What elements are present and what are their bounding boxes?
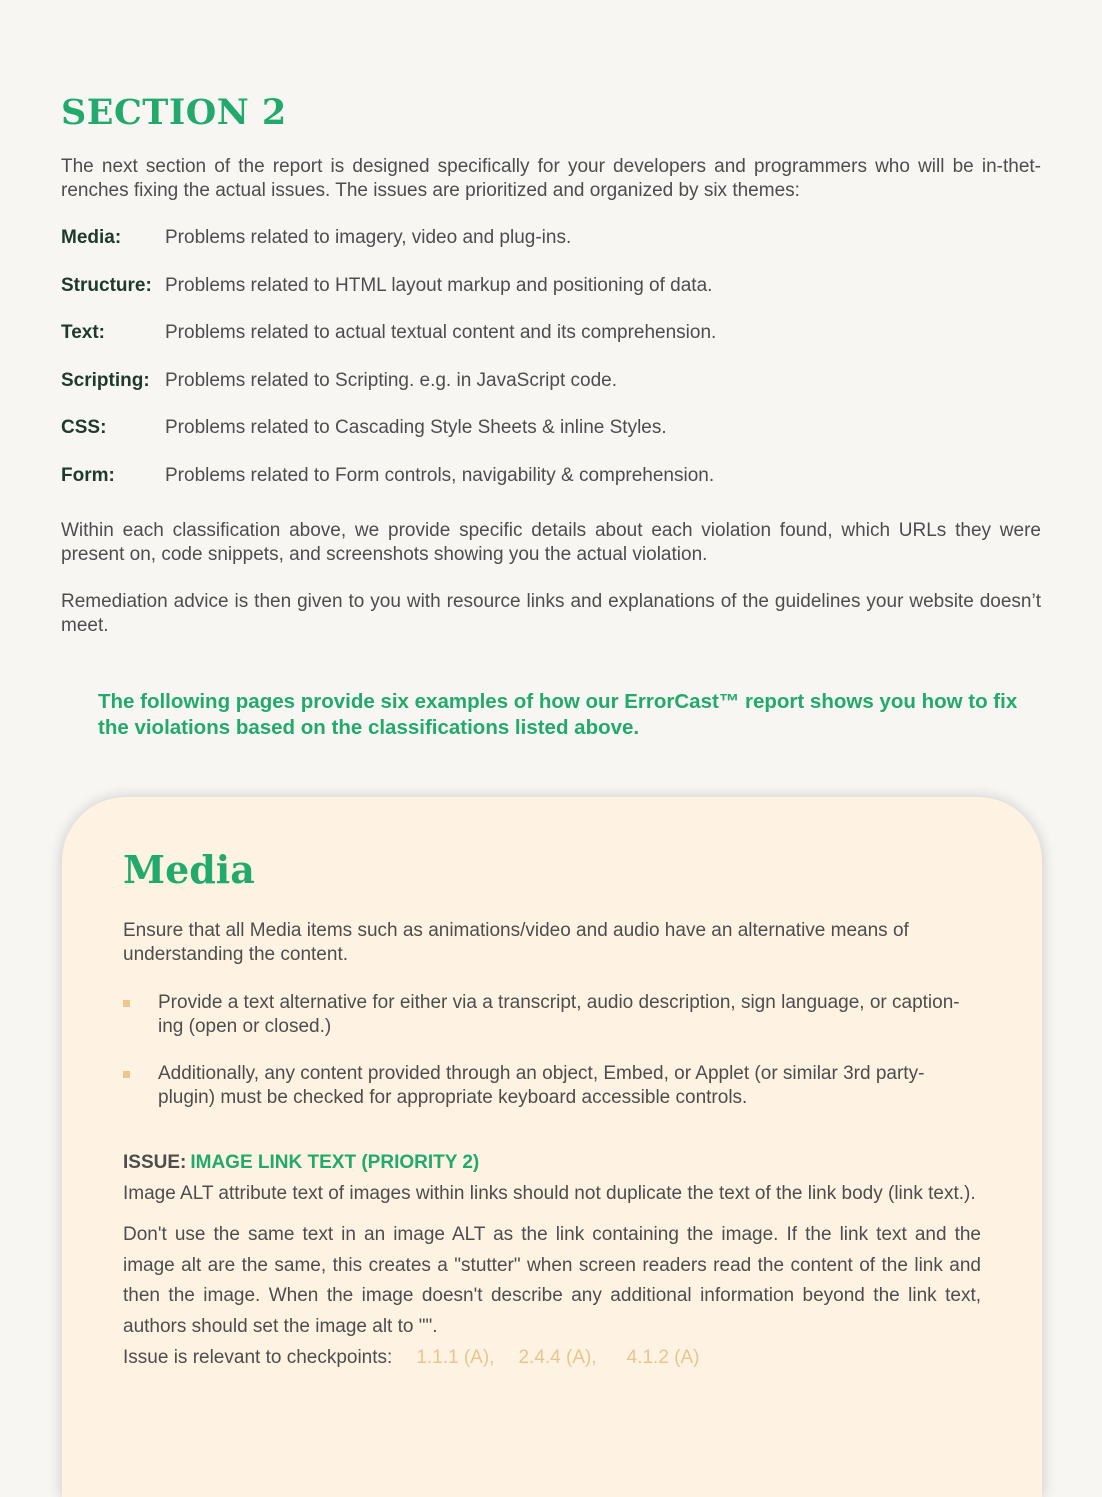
theme-label: CSS: — [61, 417, 107, 438]
issue-prefix: ISSUE: — [123, 1152, 187, 1173]
theme-row-scripting — [61, 369, 1041, 417]
issue-name: IMAGE LINK TEXT (PRIORITY 2) — [190, 1152, 480, 1173]
theme-description: Problems related to Form controls, navigability & comprehension. — [165, 464, 715, 486]
checkpoint-link-1-1-1[interactable]: 1.1.1 (A), — [416, 1347, 495, 1368]
media-card — [62, 797, 1042, 1497]
theme-row-structure — [61, 274, 1041, 322]
theme-description: Problems related to Scripting. e.g. in JavaScript code. — [165, 369, 618, 391]
list-item — [123, 991, 981, 1039]
theme-label: Text: — [61, 322, 105, 343]
media-card-title: Media — [123, 847, 255, 892]
issue-heading — [123, 1151, 479, 1175]
issue-summary: Image ALT attribute text of images within links should not duplicate the text of the link body (link text.). — [123, 1183, 976, 1204]
list-item — [123, 1062, 981, 1110]
checkpoints-label: Issue is relevant to checkpoints: — [123, 1347, 393, 1368]
theme-description: Problems related to Cascading Style Sheets & inline Styles. — [165, 417, 667, 438]
theme-row-text — [61, 321, 1041, 369]
media-card-intro: Ensure that all Media items such as animations/video and audio have an alternative means of understanding the content. — [123, 920, 909, 965]
remediation-paragraph: Remediation advice is then given to you with resource links and explanations of the guidelines your website doesn’t meet. — [61, 591, 1041, 636]
theme-list — [61, 226, 1041, 511]
theme-row-css — [61, 416, 1041, 464]
square-bullet-icon — [123, 1071, 130, 1078]
checkpoint-link-2-4-4[interactable]: 2.4.4 (A), — [518, 1347, 597, 1368]
theme-label: Scripting: — [61, 369, 150, 391]
checkpoint-link-4-1-2[interactable]: 4.1.2 (A) — [626, 1347, 700, 1368]
section-title: SECTION 2 — [61, 92, 287, 133]
square-bullet-icon — [123, 1000, 130, 1007]
section-intro: The next section of the report is designed specifically for your developers and programmers who will be in-thet-renches fixing the actual issues. The issues are prioritized and organized by six themes: — [61, 156, 1041, 201]
theme-row-form — [61, 464, 1041, 512]
bullet-text: Provide a text alternative for either via a transcript, audio description, sign language, or caption-ing (open or closed.) — [158, 992, 960, 1037]
classification-paragraph: Within each classification above, we provide specific details about each violation found, which URLs they were present on, code snippets, and screenshots showing you the actual violation. — [61, 520, 1041, 565]
theme-description: Problems related to HTML layout markup and positioning of data. — [165, 274, 713, 296]
theme-label: Form: — [61, 464, 115, 486]
theme-label: Structure: — [61, 274, 152, 296]
theme-row-media — [61, 226, 1041, 274]
bullet-text: Additionally, any content provided through an object, Embed, or Applet (or similar 3rd party-plugin) must be checked for appropriate keyboard accessible controls. — [158, 1063, 925, 1108]
issue-detail: Don't use the same text in an image ALT as the link containing the image. If the link text and the image alt are the same, this creates a "stutter" when screen readers read the content of the link and then the image. When the image doesn't describe any additional information beyond the link text, authors should set the image alt to "". — [123, 1224, 981, 1338]
theme-description: Problems related to imagery, video and plug-ins. — [165, 227, 572, 248]
media-bullet-list — [123, 991, 981, 1133]
theme-description: Problems related to actual textual content and its comprehension. — [165, 322, 717, 343]
theme-label: Media: — [61, 227, 122, 248]
callout-text: The following pages provide six examples of how our ErrorCast™ report shows you how to fix the violations based on the classifications listed above. — [98, 690, 1018, 739]
checkpoints-line — [123, 1346, 724, 1370]
